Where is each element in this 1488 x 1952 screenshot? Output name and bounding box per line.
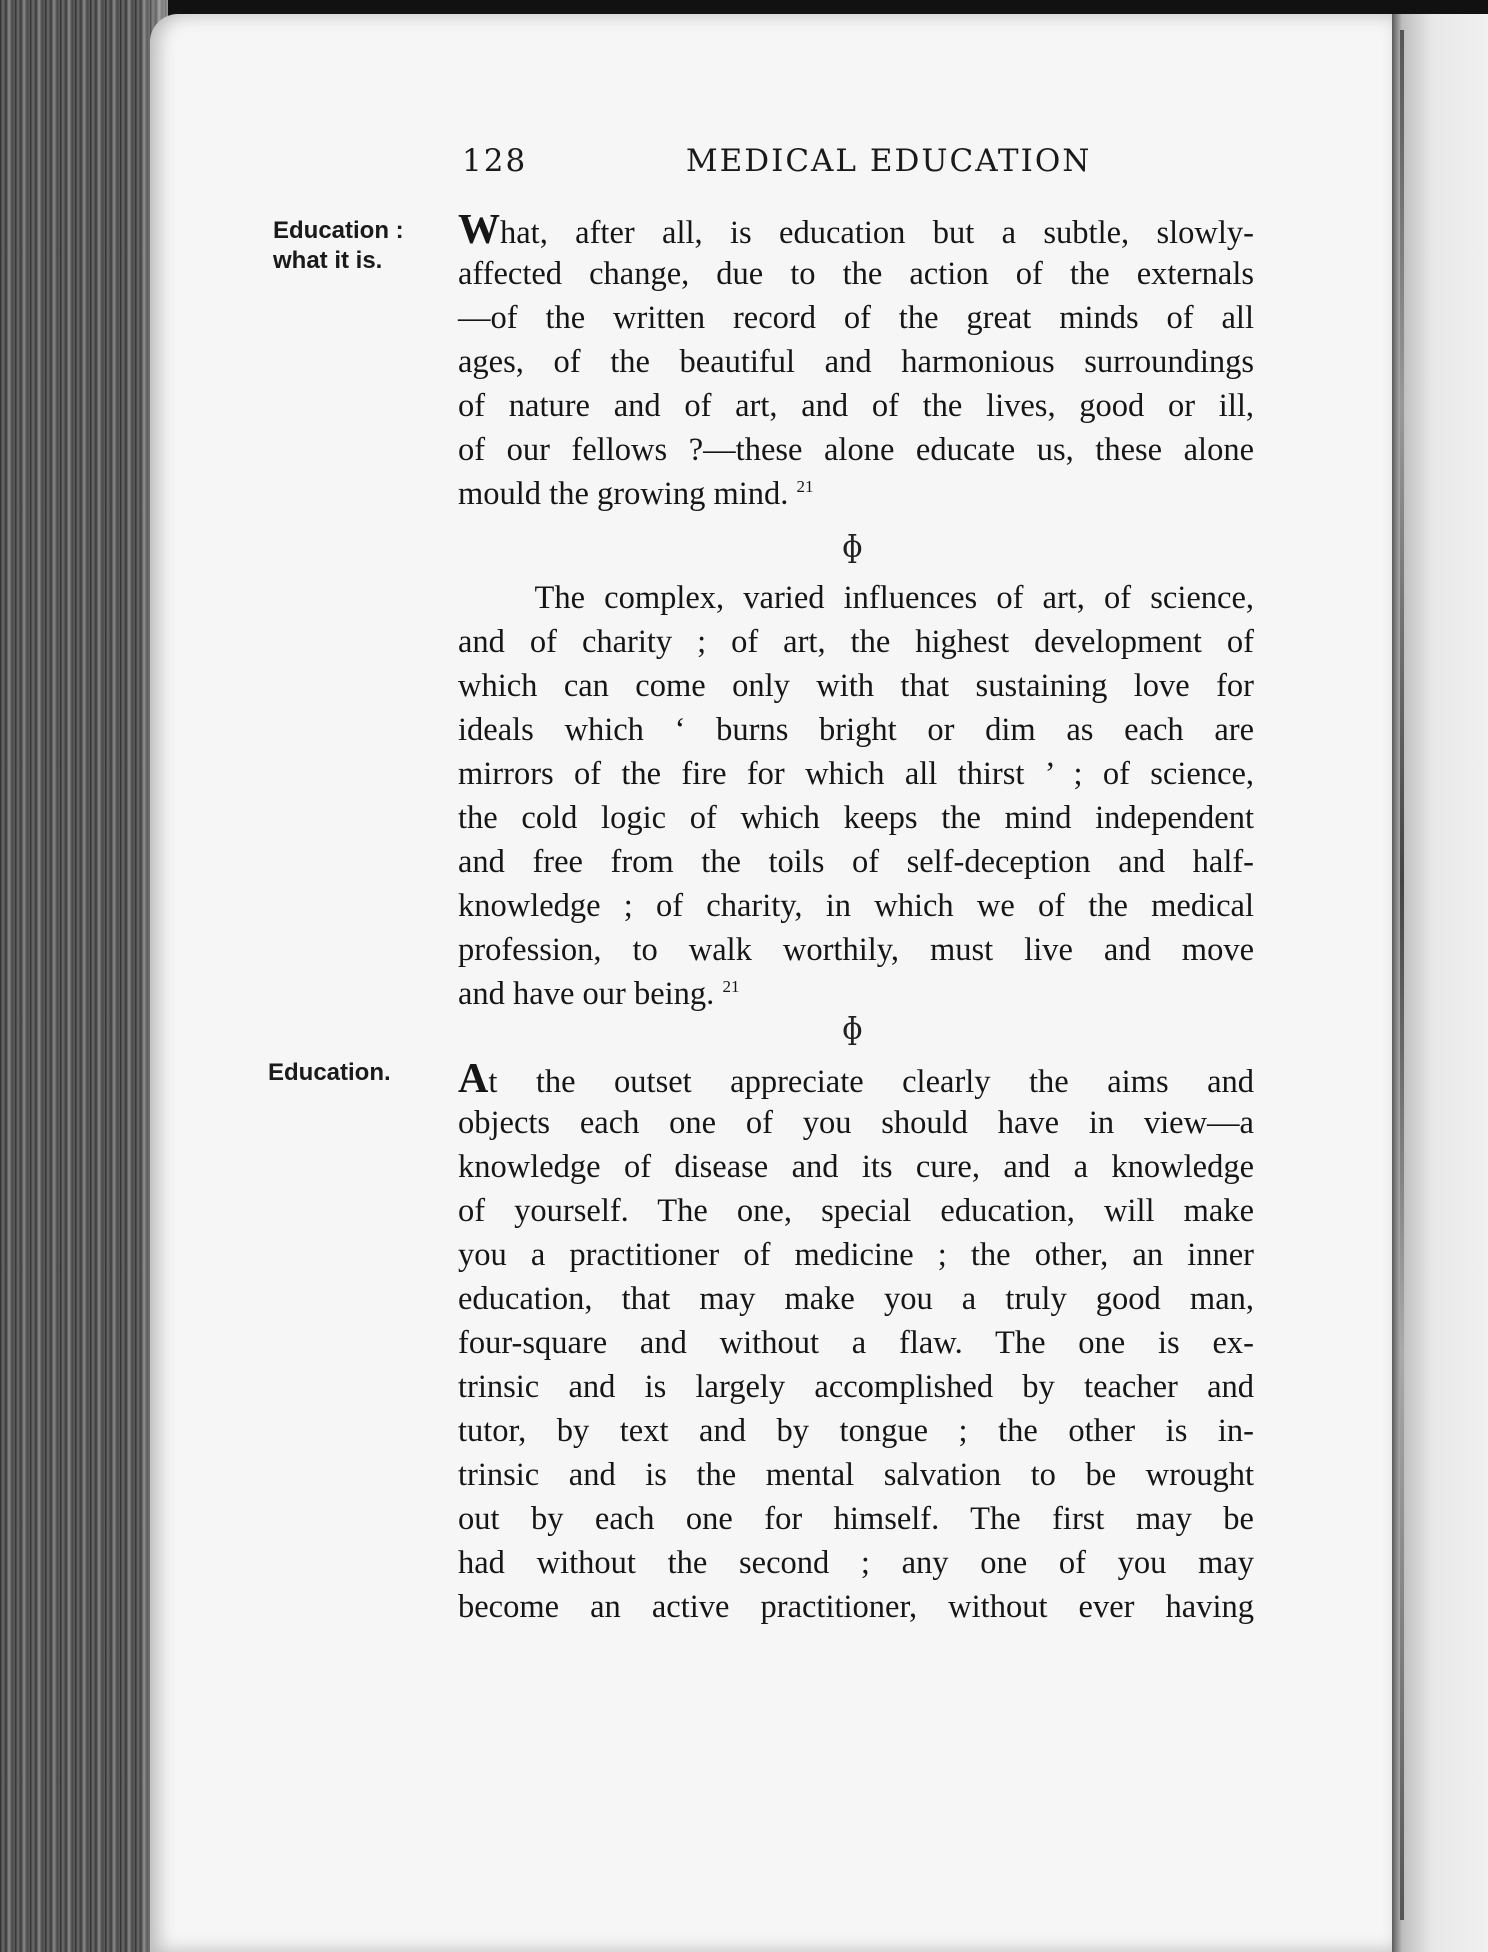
- paragraph-line: trinsic and is largely accomplished by teacher and: [458, 1369, 1254, 1405]
- facing-page-edge: [1392, 14, 1488, 1952]
- paragraph-line: ideals which ‘ burns bright or dim as each are: [458, 712, 1254, 748]
- running-head: [462, 143, 1262, 179]
- paragraph-line: The complex, varied influences of art, of science,: [534, 580, 1254, 616]
- paragraph-line: education, that may make you a truly good man,: [458, 1281, 1254, 1317]
- margin-note-line: Education.: [268, 1059, 391, 1086]
- page-stack-edge: [0, 0, 168, 1952]
- paragraph-line: four-square and without a flaw. The one is ex-: [458, 1325, 1254, 1361]
- paragraph-line: of our fellows ?—these alone educate us, these alone: [458, 432, 1254, 468]
- paragraph-line: which can come only with that sustaining love for: [458, 668, 1254, 704]
- paragraph-2: [458, 576, 1254, 1016]
- paragraph-line: objects each one of you should have in view—a: [458, 1105, 1254, 1141]
- paragraph-line: What, after all, is education but a subtle, slowly-: [458, 207, 1254, 253]
- margin-note-line: Education :: [273, 217, 404, 244]
- section-ornament: ɸ: [842, 1012, 863, 1047]
- gutter-shadow: [1400, 30, 1404, 1920]
- section-ornament: ɸ: [842, 530, 863, 565]
- paragraph-line: had without the second ; any one of you may: [458, 1545, 1254, 1581]
- drop-cap: W: [458, 207, 500, 253]
- paragraph-line: of yourself. The one, special education, will make: [458, 1193, 1254, 1229]
- paragraph-line: profession, to walk worthily, must live and move: [458, 932, 1254, 968]
- margin-note-line: what it is.: [273, 247, 383, 274]
- page-number: 128: [462, 143, 528, 179]
- paragraph-line: and of charity ; of art, the highest development of: [458, 624, 1254, 660]
- paragraph-line: affected change, due to the action of the externals: [458, 256, 1254, 292]
- margin-note-education-what-it-is: [273, 216, 404, 276]
- paragraph-line: and free from the toils of self-deception and half-: [458, 844, 1254, 880]
- paragraph-line: knowledge ; of charity, in which we of the medical: [458, 888, 1254, 924]
- paragraph-1: [458, 208, 1254, 516]
- paragraph-line: the cold logic of which keeps the mind independent: [458, 800, 1254, 836]
- paragraph-line: —of the written record of the great minds of all: [458, 300, 1254, 336]
- paragraph-line: At the outset appreciate clearly the aims and: [458, 1056, 1254, 1102]
- paragraph-line: ages, of the beautiful and harmonious surroundings: [458, 344, 1254, 380]
- paragraph-line: mould the growing mind. $^{21}$: [458, 476, 814, 512]
- paragraph-3: [458, 1057, 1254, 1629]
- footnote-ref: 21: [722, 977, 740, 997]
- paragraph-line: and have our being. $^{21}$: [458, 976, 740, 1012]
- paragraph-line: of nature and of art, and of the lives, good or ill,: [458, 388, 1254, 424]
- paragraph-line: knowledge of disease and its cure, and a knowledge: [458, 1149, 1254, 1185]
- paragraph-line: mirrors of the fire for which all thirst ’ ; of science,: [458, 756, 1254, 792]
- paragraph-line: become an active practitioner, without ever having: [458, 1589, 1254, 1625]
- margin-note-education: [268, 1058, 391, 1088]
- paragraph-line: out by each one for himself. The first may be: [458, 1501, 1254, 1537]
- paragraph-line: you a practitioner of medicine ; the other, an inner: [458, 1237, 1254, 1273]
- running-title: MEDICAL EDUCATION: [685, 143, 1092, 179]
- footnote-ref: 21: [796, 477, 814, 497]
- paragraph-line: tutor, by text and by tongue ; the other is in-: [458, 1413, 1254, 1449]
- paragraph-line: trinsic and is the mental salvation to be wrought: [458, 1457, 1254, 1493]
- drop-cap: A: [458, 1056, 489, 1102]
